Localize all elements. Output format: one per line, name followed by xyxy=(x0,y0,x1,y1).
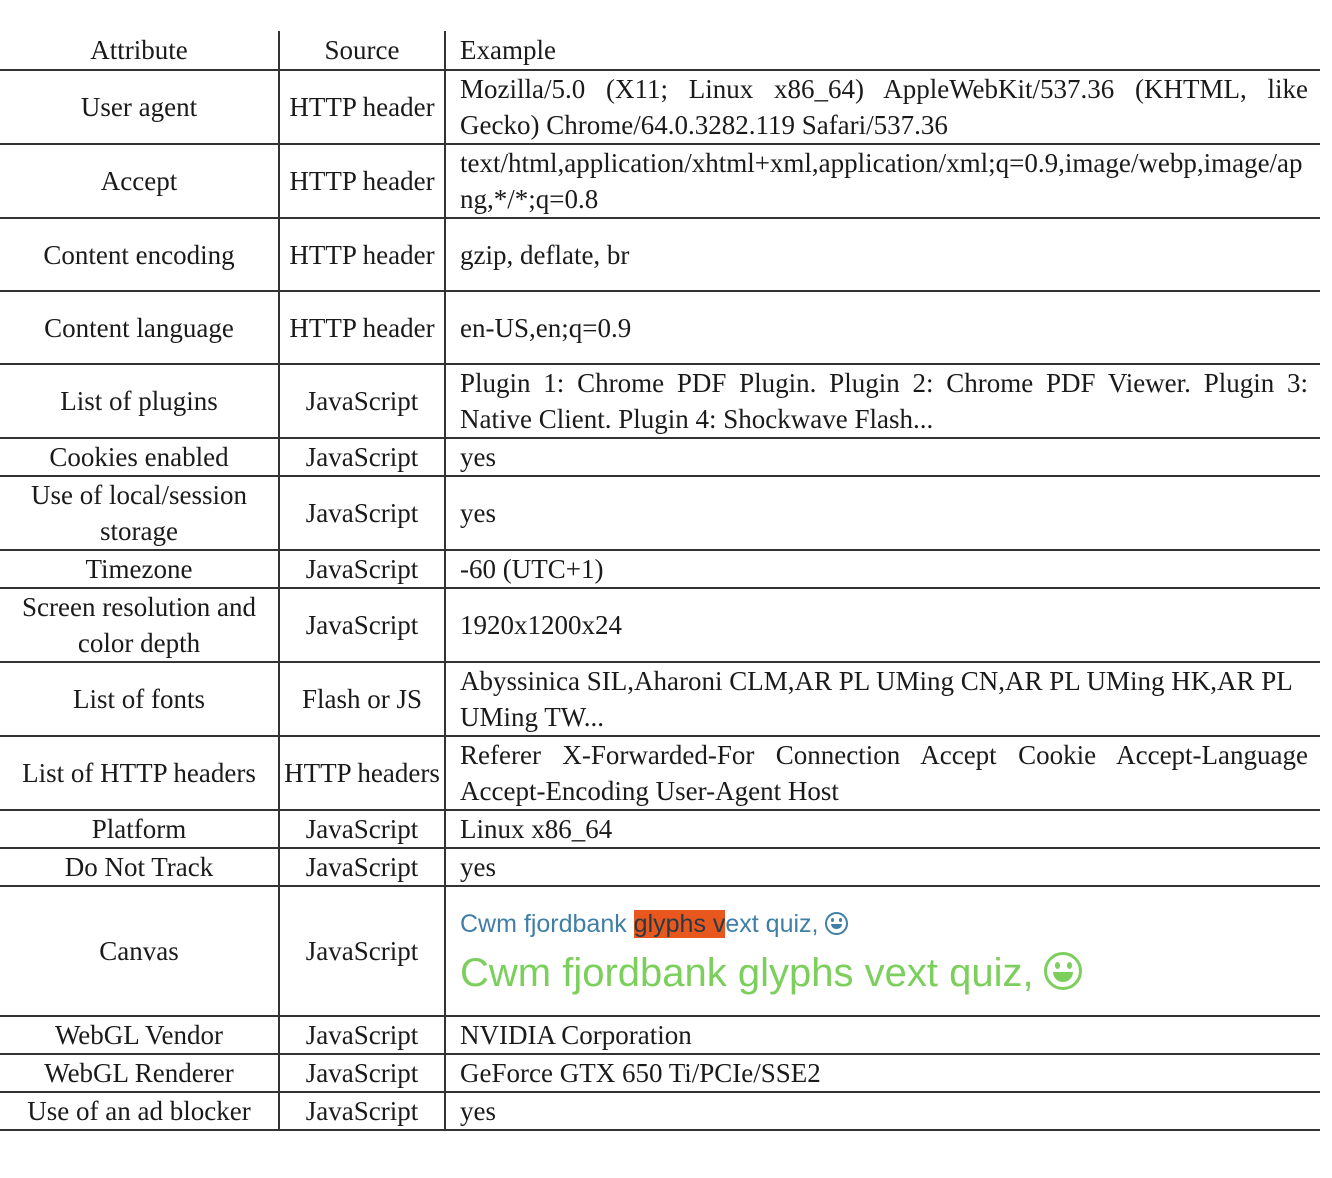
example-cell: Referer X-Forwarded-For Connection Accept Cookie Accept-Language Accept-Encoding User-Agent Host xyxy=(445,736,1320,810)
source-cell: JavaScript xyxy=(279,1016,445,1054)
table-row-content-encoding xyxy=(0,218,1320,291)
example-cell: Abyssinica SIL,Aharoni CLM,AR PL UMing CN,AR PL UMing HK,AR PL UMing TW... xyxy=(445,662,1320,736)
table-row-cookies-enabled xyxy=(0,438,1320,476)
source-cell: HTTP headers xyxy=(279,736,445,810)
attribute-cell: Use of local/session storage xyxy=(0,476,279,550)
attribute-cell: WebGL Renderer xyxy=(0,1054,279,1092)
source-cell: JavaScript xyxy=(279,848,445,886)
source-cell: Flash or JS xyxy=(279,662,445,736)
table-row-local-session-storage xyxy=(0,476,1320,550)
table-row-content-language xyxy=(0,291,1320,364)
source-cell: JavaScript xyxy=(279,588,445,662)
attribute-cell: Platform xyxy=(0,810,279,848)
source-cell: HTTP header xyxy=(279,218,445,291)
header-source: Source xyxy=(279,31,445,70)
table-row-timezone xyxy=(0,550,1320,588)
example-cell: yes xyxy=(445,438,1320,476)
attribute-cell: List of HTTP headers xyxy=(0,736,279,810)
header-attribute: Attribute xyxy=(0,31,279,70)
source-cell: HTTP header xyxy=(279,291,445,364)
canvas-text-highlight: glyphs v xyxy=(633,910,726,938)
source-cell: HTTP header xyxy=(279,144,445,218)
table-row-list-of-http-headers xyxy=(0,736,1320,810)
source-cell: JavaScript xyxy=(279,1054,445,1092)
attribute-cell: List of plugins xyxy=(0,364,279,438)
canvas-text-after-highlight: ext quiz, xyxy=(725,910,819,938)
attribute-cell: Do Not Track xyxy=(0,848,279,886)
attribute-cell: Timezone xyxy=(0,550,279,588)
attribute-cell: Canvas xyxy=(0,886,279,1016)
attribute-cell: Content language xyxy=(0,291,279,364)
table-header-row xyxy=(0,31,1320,70)
attribute-cell: Use of an ad blocker xyxy=(0,1092,279,1130)
table-row-ad-blocker xyxy=(0,1092,1320,1130)
example-cell: NVIDIA Corporation xyxy=(445,1016,1320,1054)
example-cell: 1920x1200x24 xyxy=(445,588,1320,662)
table-row-do-not-track xyxy=(0,848,1320,886)
table-row-list-of-plugins xyxy=(0,364,1320,438)
source-cell: JavaScript xyxy=(279,550,445,588)
attribute-cell: Content encoding xyxy=(0,218,279,291)
canvas-fingerprint-image xyxy=(460,901,1308,1001)
example-cell: Linux x86_64 xyxy=(445,810,1320,848)
example-cell: GeForce GTX 650 Ti/PCIe/SSE2 xyxy=(445,1054,1320,1092)
source-cell: JavaScript xyxy=(279,1092,445,1130)
example-cell: en-US,en;q=0.9 xyxy=(445,291,1320,364)
source-cell: JavaScript xyxy=(279,476,445,550)
example-cell: -60 (UTC+1) xyxy=(445,550,1320,588)
example-cell: yes xyxy=(445,476,1320,550)
example-cell: yes xyxy=(445,1092,1320,1130)
canvas-line-small xyxy=(460,907,1308,941)
canvas-text-large: Cwm fjordbank glyphs vext quiz, xyxy=(460,951,1034,995)
attribute-cell: WebGL Vendor xyxy=(0,1016,279,1054)
source-cell: JavaScript xyxy=(279,886,445,1016)
table-row-user-agent xyxy=(0,70,1320,144)
example-cell: Plugin 1: Chrome PDF Plugin. Plugin 2: Chrome PDF Viewer. Plugin 3: Native Client. Plugin 4: Shockwave Flash... xyxy=(445,364,1320,438)
attribute-cell: User agent xyxy=(0,70,279,144)
attribute-cell: Cookies enabled xyxy=(0,438,279,476)
smiley-face-icon xyxy=(825,912,848,935)
smiley-face-icon xyxy=(1044,952,1082,990)
attribute-cell: List of fonts xyxy=(0,662,279,736)
source-cell: HTTP header xyxy=(279,70,445,144)
table-row-webgl-vendor xyxy=(0,1016,1320,1054)
table-row-list-of-fonts xyxy=(0,662,1320,736)
fingerprint-attributes-table xyxy=(0,31,1320,1131)
table-row-webgl-renderer xyxy=(0,1054,1320,1092)
canvas-line-large xyxy=(460,945,1308,1001)
attribute-cell: Accept xyxy=(0,144,279,218)
source-cell: JavaScript xyxy=(279,364,445,438)
canvas-example-cell xyxy=(445,886,1320,1016)
example-cell: text/html,application/xhtml+xml,application/xml;q=0.9,image/webp,image/apng,*/*;q=0.8 xyxy=(445,144,1320,218)
table-row-screen-resolution xyxy=(0,588,1320,662)
table-row-platform xyxy=(0,810,1320,848)
attribute-cell: Screen resolution and color depth xyxy=(0,588,279,662)
example-cell: yes xyxy=(445,848,1320,886)
header-example: Example xyxy=(445,31,1320,70)
canvas-text-before-highlight: Cwm fjordbank xyxy=(460,910,634,938)
source-cell: JavaScript xyxy=(279,810,445,848)
example-cell: gzip, deflate, br xyxy=(445,218,1320,291)
table-row-accept xyxy=(0,144,1320,218)
table-row-canvas xyxy=(0,886,1320,1016)
source-cell: JavaScript xyxy=(279,438,445,476)
example-cell: Mozilla/5.0 (X11; Linux x86_64) AppleWebKit/537.36 (KHTML, like Gecko) Chrome/64.0.3282.119 Safari/537.36 xyxy=(445,70,1320,144)
